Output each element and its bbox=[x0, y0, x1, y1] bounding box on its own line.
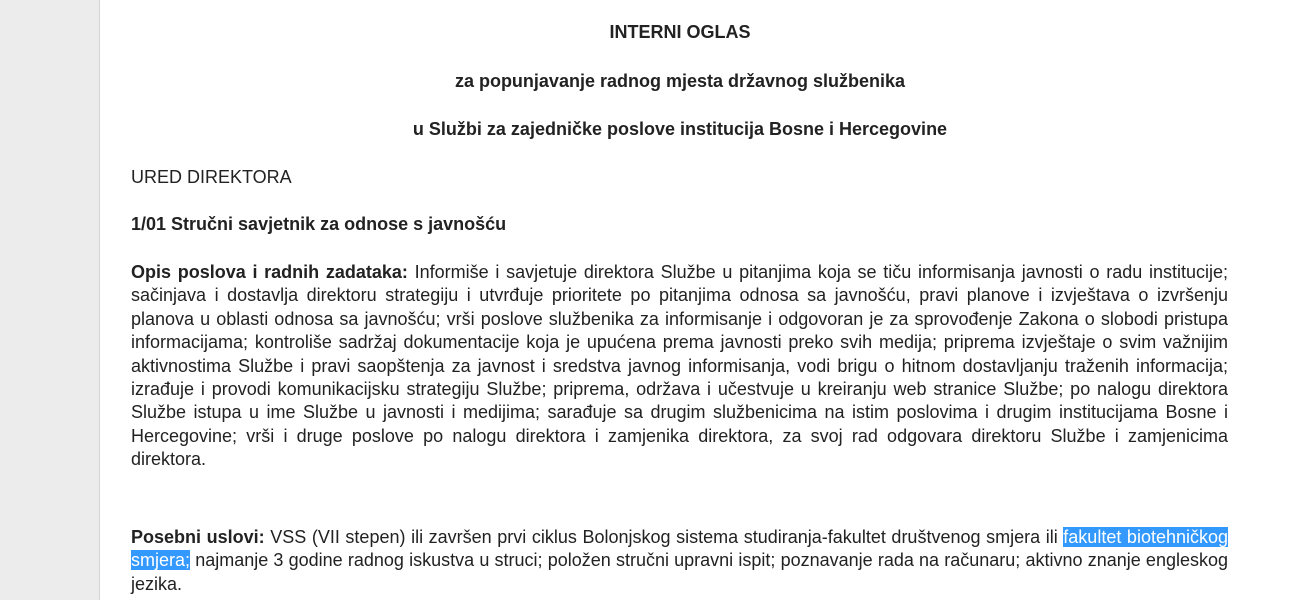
selected-text[interactable]: fakultet biotehničkog smjera; bbox=[131, 527, 1229, 571]
duties-text: Informiše i savjetuje direktora Službe u pitanjima koja se tiču informisanja javnosti o radu institucije; sačinjava i dostavlja direktoru strategiju i utvrđuje prioritete po pitanjima odnosa sa javnošću, pravi planove i izvještava o izvršenju planova u oblasti odnosa sa javnošću; vrši poslove službenika za informisanje i odgovoran je za sprovođenje Zakona o slobodi pristupa informacijama; kontroliše sadržaj dokumentacije koja je upućena prema javnosti preko svih medija; priprema izvještaje o svim važnijim aktivnostima Službe i pravi saopštenja za javnost i sredstva javnog informisanja, vodi brigu o hitnom dostavljanju traženih informacija; izrađuje i provodi komunikacijsku strategiju Službe; priprema, održava i učestvuje u kreiranju web stranice Službe; po nalogu direktora Službe istupa u ime Službe u javnosti i medijima; sarađuje sa drugim službenicima na istim poslovima i drugim institucijama Bosne i Hercegovine; vrši i druge poslove po nalogu direktora i zamjenika direktora, za svoj rad odgovara direktoru Službe i zamjenicima direktora. bbox=[131, 262, 1229, 470]
document-subtitle-1: za popunjavanje radnog mjesta državnog službenika bbox=[454, 71, 906, 91]
conditions-paragraph bbox=[131, 526, 1228, 596]
section-heading: URED DIREKTORA bbox=[131, 167, 292, 187]
document-title: INTERNI OGLAS bbox=[609, 22, 751, 42]
left-margin bbox=[0, 0, 100, 600]
conditions-text-after: najmanje 3 godine radnog iskustva u struci; položen stručni upravni ispit; poznavanje rada na računaru; aktivno znanje engleskog jezika. bbox=[131, 550, 1228, 594]
conditions-label: Posebni uslovi: bbox=[131, 527, 265, 547]
duties-label: Opis poslova i radnih zadataka: bbox=[131, 262, 408, 282]
conditions-text-before: VSS (VII stepen) ili završen prvi ciklus Bolonjskog sistema studiranja-fakultet društvenog smjera ili bbox=[264, 527, 1064, 547]
duties-paragraph bbox=[131, 261, 1228, 472]
document-subtitle-2: u Službi za zajedničke poslove institucija Bosne i Hercegovine bbox=[412, 119, 948, 139]
document-page bbox=[100, 0, 1310, 600]
position-heading: 1/01 Stručni savjetnik za odnose s javnošću bbox=[131, 214, 507, 234]
